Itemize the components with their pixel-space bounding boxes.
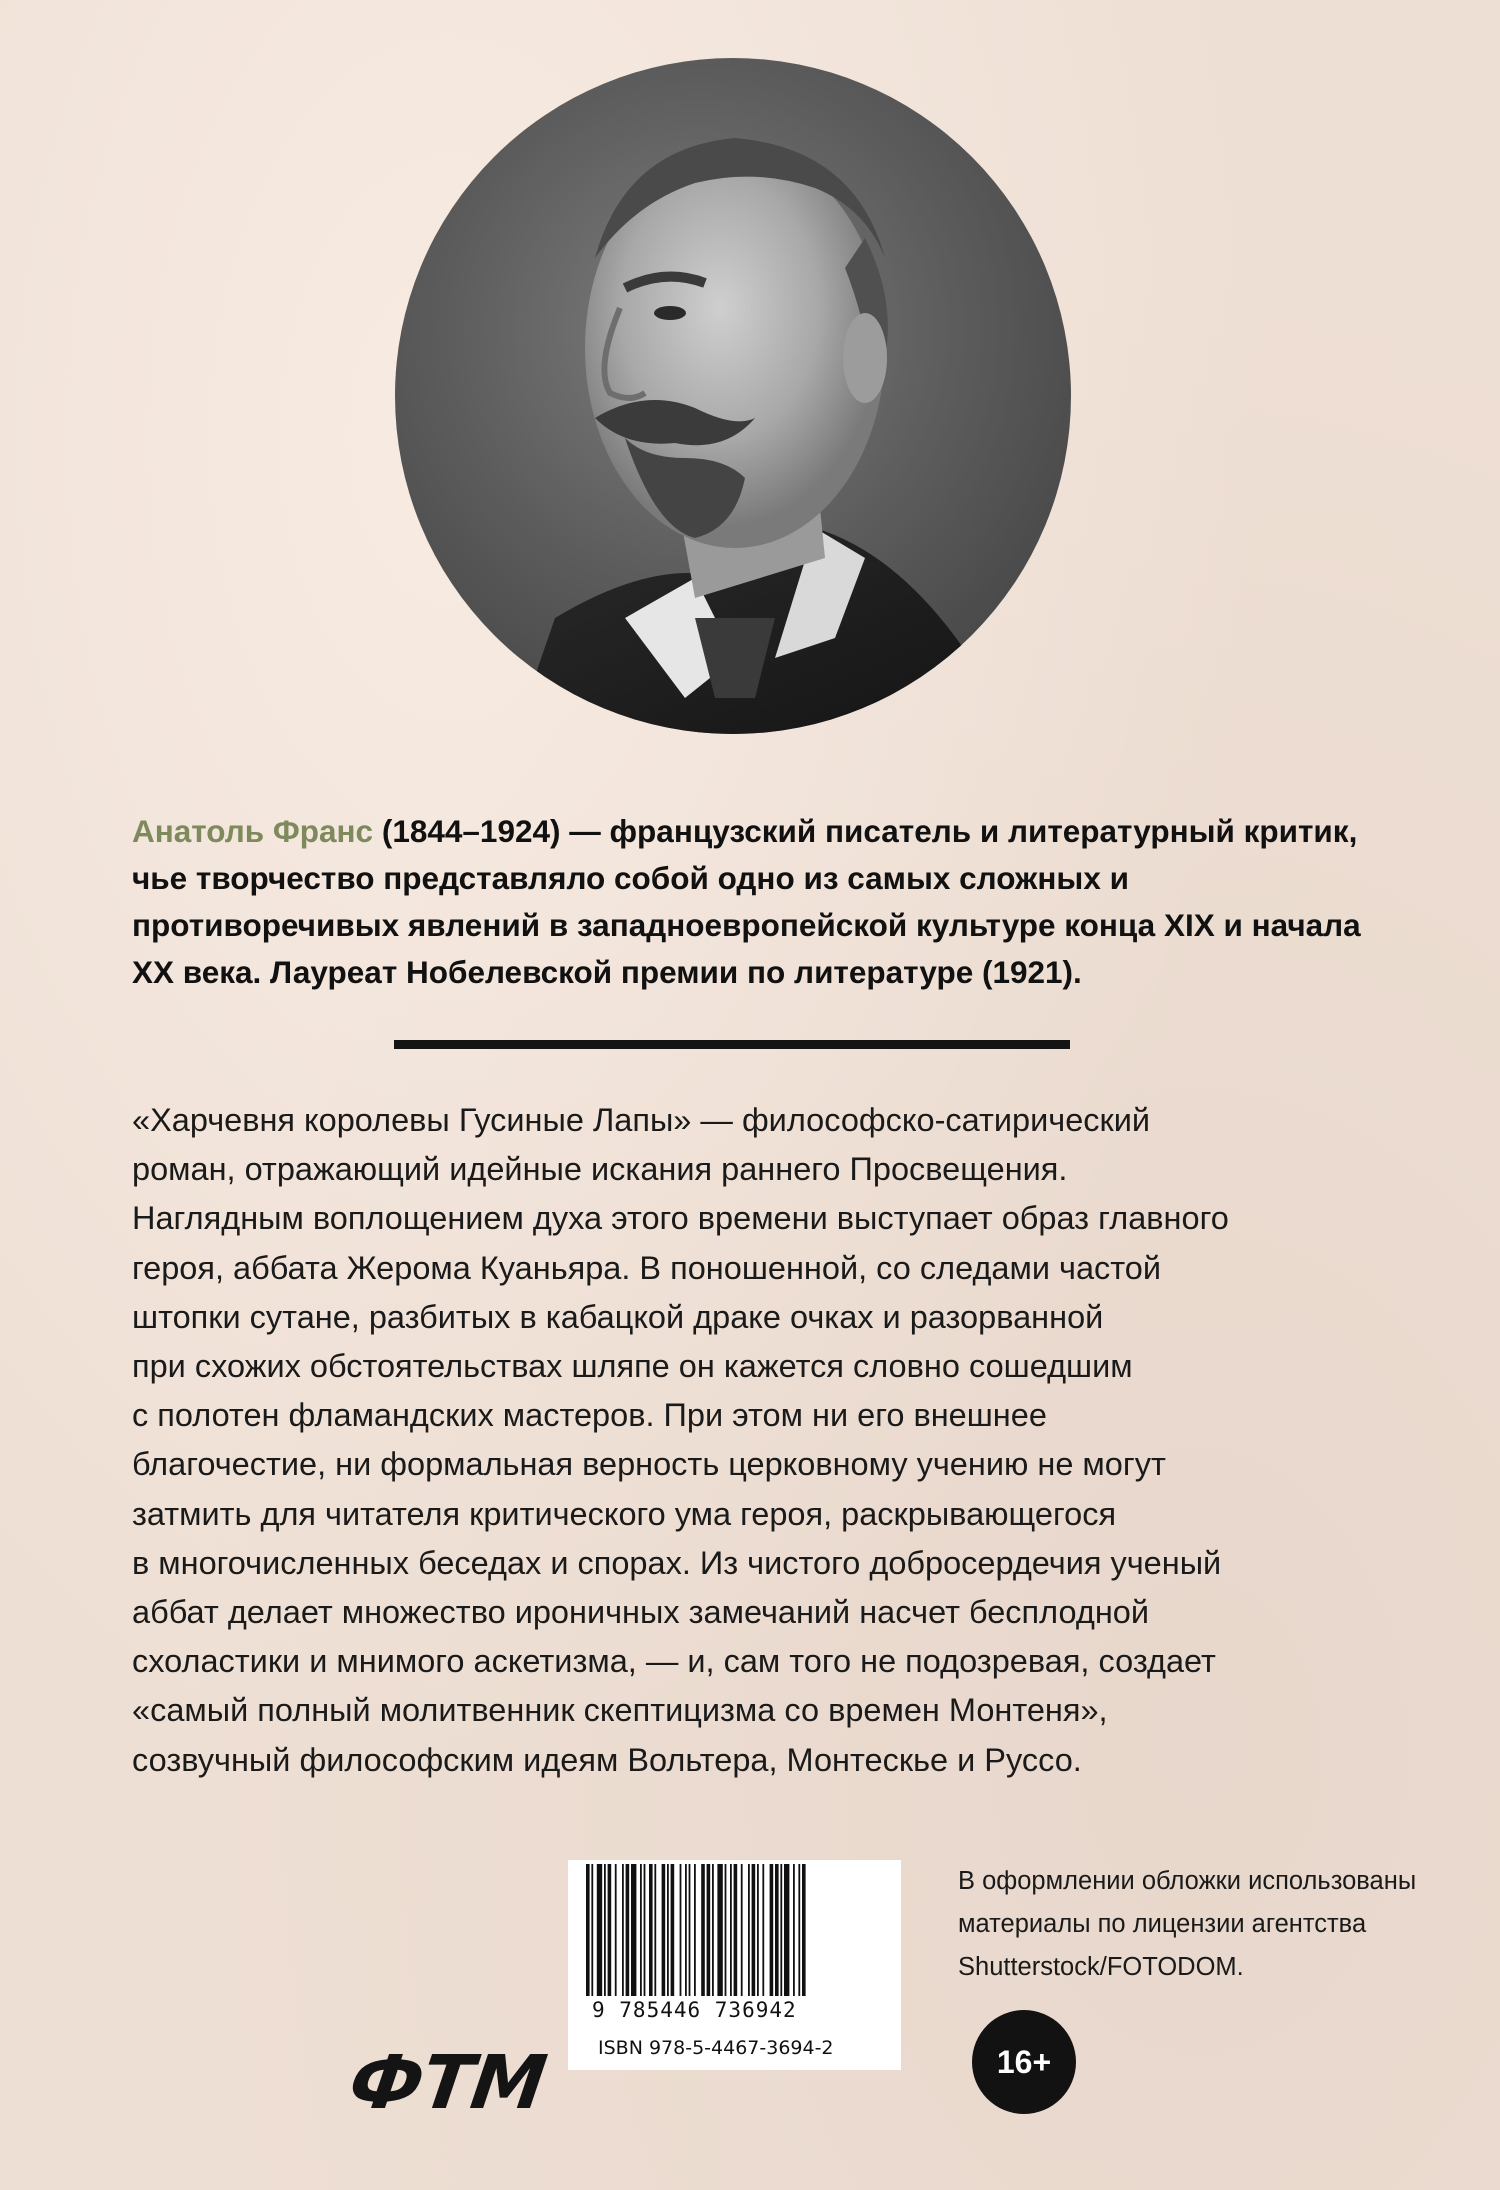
- barcode-panel: [568, 1860, 901, 2070]
- publisher-logo: ФТМ: [343, 2040, 551, 2126]
- credits-line: В оформлении обложки использованы: [958, 1867, 1417, 1895]
- author-portrait: [395, 58, 1071, 734]
- book-annotation: [132, 1096, 1462, 1785]
- annotation-line: схоластики и мнимого аскетизма, — и, сам того не подозревая, создает: [132, 1643, 1216, 1680]
- annotation-line: «Харчевня королевы Гусиные Лапы» — философско-сатирический: [132, 1102, 1151, 1138]
- annotation-line: с полотен фламандских мастеров. При этом ни его внешнее: [132, 1397, 1047, 1434]
- annotation-line: при схожих обстоятельствах шляпе он кажется словно сошедшим: [132, 1348, 1133, 1385]
- barcode-icon: [586, 1864, 883, 1996]
- annotation-line: аббат делает множество ироничных замечаний насчет бесплодной: [132, 1594, 1149, 1631]
- author-bio-text: (1844–1924) — французский писатель и литературный критик, чье творчество представляло собой одно из самых сложных и противоречивых явлений в западноевропейской культуре конца XIX и начала XX века. Лауреат Нобелевской премии по литературе (1921).: [132, 813, 1361, 990]
- credits-line: материалы по лицензии агентства: [958, 1910, 1367, 1938]
- annotation-line: роман, отражающий идейные искания раннего Просвещения.: [132, 1151, 1068, 1188]
- annotation-line: героя, аббата Жерома Куаньяра. В поношенной, со следами частой: [132, 1249, 1162, 1286]
- credits-line: Shutterstock/FOTODOM.: [958, 1953, 1244, 1981]
- annotation-line: затмить для читателя критического ума героя, раскрывающегося: [132, 1495, 1117, 1532]
- annotation-line: благочестие, ни формальная верность церковному учению не могут: [132, 1446, 1166, 1483]
- cover-credits: [958, 1860, 1478, 1989]
- annotation-line: в многочисленных беседах и спорах. Из чистого добросердечия ученый: [132, 1544, 1222, 1581]
- annotation-line: Наглядным воплощением духа этого времени выступает образ главного: [132, 1200, 1229, 1237]
- barcode-digits: 9 785446 736942: [592, 1998, 797, 2022]
- annotation-line: «самый полный молитвенник скептицизма со времен Монтеня»,: [132, 1692, 1108, 1729]
- annotation-line: созвучный философским идеям Вольтера, Монтескье и Руссо.: [132, 1741, 1082, 1778]
- author-bio: [132, 808, 1392, 996]
- isbn-label: ISBN 978-5-4467-3694-2: [598, 2037, 834, 2059]
- age-rating-badge: 16+: [972, 2010, 1076, 2114]
- annotation-line: штопки сутане, разбитых в кабацкой драке очках и разорванной: [132, 1298, 1104, 1335]
- author-portrait-image: [395, 58, 1071, 734]
- section-divider: [394, 1040, 1070, 1049]
- author-name: Анатоль Франс: [132, 813, 374, 849]
